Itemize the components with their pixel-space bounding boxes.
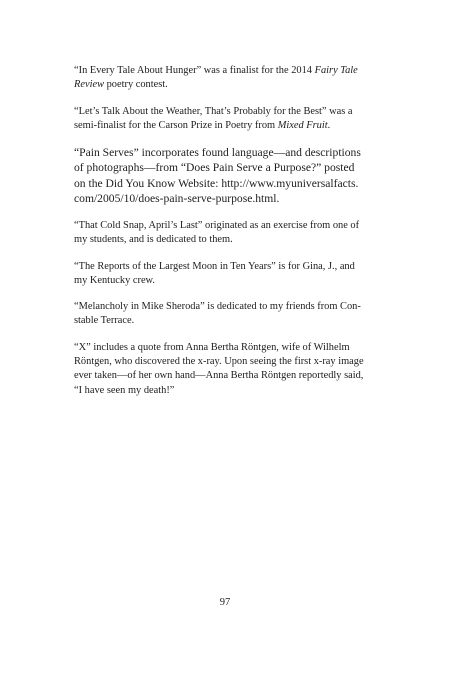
note-cold-snap: [74, 219, 384, 248]
note-line: ever taken—of her own hand—Anna Bertha Röntgen reportedly said,: [74, 370, 364, 382]
note-line: my students, and is dedicated to them.: [74, 234, 233, 246]
note-line: Review poetry contest.: [74, 79, 168, 91]
journal-title: Fairy Tale: [314, 65, 358, 76]
note-x: [74, 341, 384, 398]
note-line: “Let’s Talk About the Weather, That’s Probably for the Best” was a: [74, 105, 353, 117]
note-line: “I have seen my death!”: [74, 384, 175, 396]
note-line: “In Every Tale About Hunger” was a finalist for the 2014 Fairy Tale: [74, 65, 358, 76]
publication-title: Mixed Fruit: [277, 119, 328, 131]
note-line: com/2005/10/does-pain-serve-purpose.html.: [74, 191, 280, 205]
note-line: of photographs—from “Does Pain Serve a Purpose?” posted: [74, 161, 355, 175]
note-line: “Melancholy in Mike Sheroda” is dedicated to my friends from Con-: [74, 301, 361, 313]
note-line: on the Did You Know Website: http://www.myuniversalfacts.: [74, 176, 359, 190]
note-line: semi-finalist for the Carson Prize in Poetry from Mixed Fruit.: [74, 119, 331, 131]
note-line: Röntgen, who discovered the x-ray. Upon seeing the first x-ray image: [74, 356, 364, 368]
note-largest-moon: [74, 260, 384, 289]
note-line: stable Terrace.: [74, 315, 135, 327]
note-pain-serves: [74, 145, 384, 206]
note-lets-talk: [74, 105, 384, 134]
page-number: 97: [219, 597, 231, 608]
note-line: “The Reports of the Largest Moon in Ten Years” is for Gina, J., and: [74, 260, 355, 272]
note-line: “That Cold Snap, April’s Last” originated as an exercise from one of: [74, 220, 360, 231]
note-melancholy: [74, 300, 384, 329]
journal-title: Review: [74, 79, 104, 91]
note-line: “Pain Serves” incorporates found language—and descriptions: [74, 146, 361, 160]
notes-section: [74, 64, 384, 410]
note-line: “X” includes a quote from Anna Bertha Röntgen, wife of Wilhelm: [74, 341, 350, 353]
note-in-every-tale: [74, 64, 384, 93]
note-line: my Kentucky crew.: [74, 274, 155, 286]
